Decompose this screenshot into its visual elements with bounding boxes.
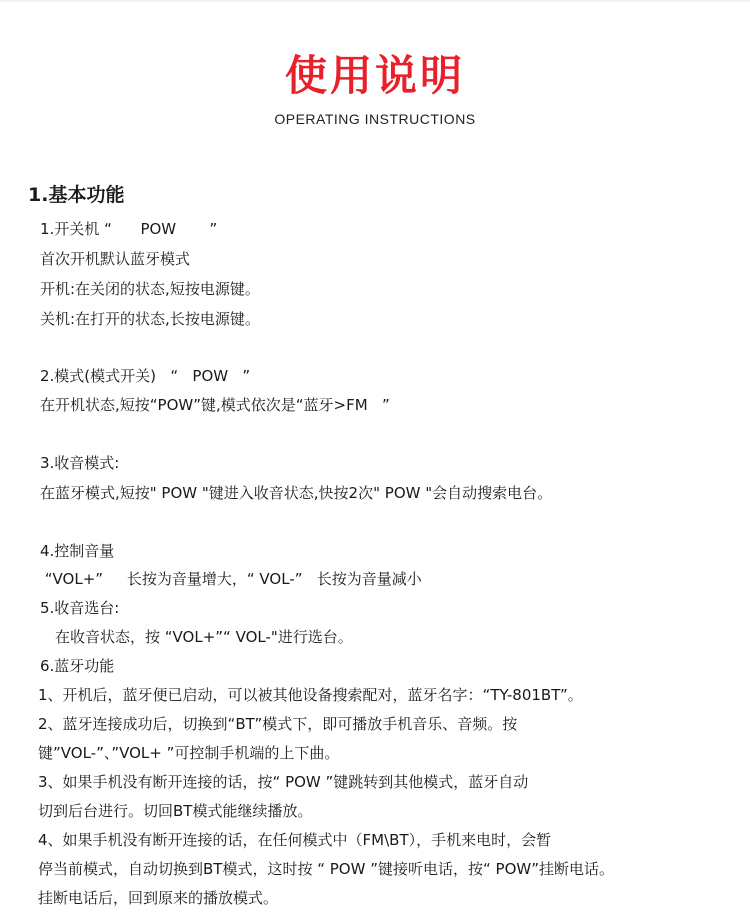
text-line: 5.收音选台: — [40, 599, 120, 617]
text-line: 首次开机默认蓝牙模式 — [40, 250, 191, 268]
text-line: 在蓝牙模式,短按" POW "键进入收音状态,快按2次" POW "会自动搜索电台。 — [40, 484, 553, 502]
text-line: 键”VOL-”、”VOL+ ”可控制手机端的上下曲。 — [38, 744, 340, 762]
text-line: 2.模式(模式开关) “ POW ” — [40, 367, 251, 385]
text-line: 1、开机后，蓝牙便已启动，可以被其他设备搜索配对，蓝牙名字：“TY-801BT”。 — [38, 686, 583, 704]
text-line: 停当前模式，自动切换到BT模式，这时按 “ POW ”键接听电话，按“ POW”挂断电话。 — [38, 860, 614, 878]
text-line: 2、蓝牙连接成功后，切换到“BT”模式下，即可播放手机音乐、音频。按 — [38, 715, 518, 733]
text-line: 4、如果手机没有断开连接的话，在任何模式中（FM\BT），手机来电时，会暂 — [38, 831, 552, 849]
text-line: 挂断电话后，回到原来的播放模式。 — [38, 889, 279, 907]
text-line: 切到后台进行。切回BT模式能继续播放。 — [38, 802, 313, 820]
text-line: 3、如果手机没有断开连接的话，按“ POW ”键跳转到其他模式，蓝牙自动 — [38, 773, 529, 791]
text-line: 4.控制音量 — [40, 542, 115, 560]
text-line: 1.开关机 “ POW ” — [40, 220, 218, 238]
text-line: 开机:在关闭的状态,短按电源键。 — [40, 280, 260, 298]
text-line: 在收音状态，按 “VOL+”“ VOL-"进行选台。 — [55, 628, 353, 646]
top-divider — [0, 0, 750, 2]
text-line: “VOL+” 长按为音量增大，“ VOL-” 长按为音量减小 — [40, 570, 422, 588]
section-heading: 1.基本功能 — [28, 184, 125, 206]
text-line: 在开机状态,短按“POW”键,模式依次是“蓝牙>FM ” — [40, 396, 390, 414]
text-line: 关机:在打开的状态,长按电源键。 — [40, 310, 260, 328]
page-subtitle: OPERATING INSTRUCTIONS — [274, 111, 476, 127]
text-line: 6.蓝牙功能 — [40, 657, 115, 675]
text-line: 3.收音模式: — [40, 454, 120, 472]
page-title: 使用说明 — [284, 51, 465, 100]
